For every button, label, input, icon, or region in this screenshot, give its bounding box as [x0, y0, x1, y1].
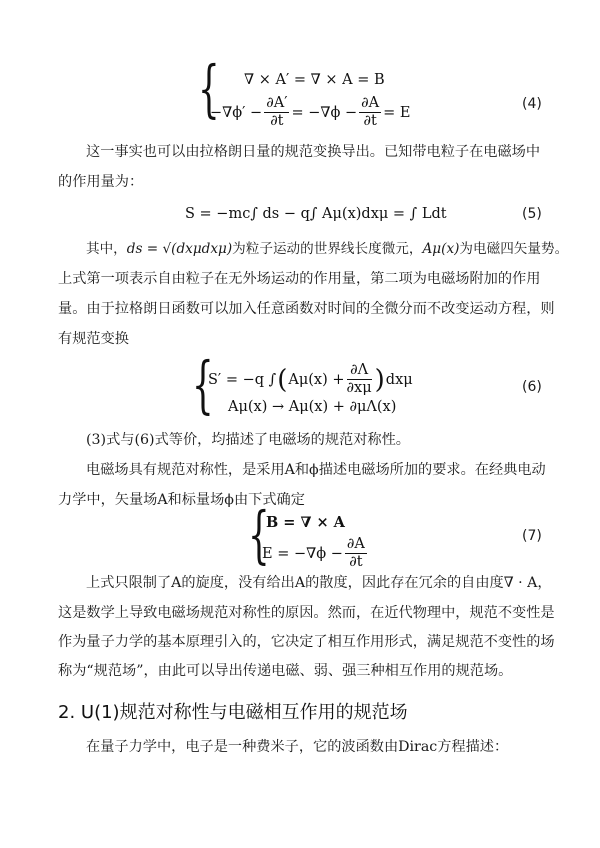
para6-line1: 在量子力学中，电子是一种费米子，它的波函数由Dirac方程描述： — [86, 739, 509, 755]
eq7-number: (7) — [522, 528, 542, 544]
eq4-line2-lhs: −∇ϕ′ − — [210, 104, 263, 121]
eq6-number: (6) — [522, 379, 542, 395]
para5-line1: 上式只限制了A的旋度，没有给出A的散度，因此存在冗余的自由度∇ · A， — [86, 575, 552, 591]
eq6-line1-c: dxμ — [385, 371, 413, 388]
para2-line3: 量。由于拉格朗日函数可以加入任意函数对时间的全微分而不改变运动方程，则 — [58, 301, 555, 317]
eq7-line2 — [262, 536, 369, 571]
eq4-line2-mid: = −∇ϕ − — [291, 104, 358, 121]
eq7-line1: B = ∇ × A — [266, 514, 345, 531]
eq4-frac2 — [359, 95, 381, 130]
para2-line1-c: 为电磁四矢量势。 — [459, 241, 569, 257]
para2-line1 — [86, 239, 568, 259]
para3-line1: (3)式与(6)式等价，均描述了电磁场的规范对称性。 — [86, 432, 410, 448]
eq4-number: (4) — [522, 96, 542, 112]
eq6-paren-open: ( — [277, 364, 288, 395]
eq4-frac1-den: ∂t — [270, 113, 284, 129]
eq4-frac1 — [264, 95, 289, 130]
para2-line1-b: 为粒子运动的世界线长度微元， — [232, 241, 423, 257]
eq6-frac — [347, 362, 372, 397]
para5-line2: 这是数学上导致电磁场规范对称性的原因。然而，在近代物理中，规范不变性是 — [58, 605, 555, 621]
para2-line1-a: 其中， — [86, 241, 127, 257]
eq6-brace: { — [192, 348, 214, 421]
eq4-frac1-num: ∂A′ — [266, 95, 288, 111]
eq4-frac2-den: ∂t — [363, 113, 377, 129]
para1-line1: 这一事实也可以由拉格朗日量的规范变换导出。已知带电粒子在电磁场中 — [86, 144, 541, 160]
eq6-line1 — [208, 362, 413, 397]
eq6-line1-a: S′ = −q ∫ — [208, 371, 277, 388]
eq4-brace: { — [198, 52, 220, 125]
eq7-brace: { — [248, 498, 270, 571]
eq6-line2: Aμ(x) → Aμ(x) + ∂μΛ(x) — [228, 399, 397, 415]
eq4-line2-rhs: = E — [383, 104, 411, 121]
para2-line2: 上式第一项表示自由粒子在无外场运动的作用量，第二项为电磁场附加的作用 — [58, 271, 541, 287]
eq4-line2 — [210, 95, 411, 130]
eq4-line1 — [244, 72, 385, 88]
eq7-frac — [345, 536, 367, 571]
eq6-paren-close: ) — [374, 364, 385, 395]
eq5-number: (5) — [522, 206, 542, 222]
eq7-frac-den: ∂t — [349, 554, 363, 570]
para4-line1: 电磁场具有规范对称性，是采用A和ϕ描述电磁场所加的要求。在经典电动 — [86, 462, 546, 478]
para2-line1-math2: Aμ(x) — [422, 241, 460, 257]
eq7-frac-num: ∂A — [346, 536, 365, 552]
eq5-text: S = −mc∫ ds − q∫ Aμ(x)dxμ = ∫ Ldt — [185, 206, 447, 222]
eq4-line1-text: ∇ × A′ = ∇ × A = B — [244, 72, 385, 88]
eq6-frac-den: ∂xμ — [346, 380, 372, 396]
para4-line2: 力学中，矢量场A和标量场ϕ由下式确定 — [58, 492, 305, 508]
para1-line2: 的作用量为： — [58, 174, 144, 190]
eq7-line2-a: E = −∇ϕ − — [262, 545, 343, 562]
eq6-frac-num: ∂Λ — [347, 362, 372, 380]
eq4-frac2-num: ∂A — [361, 95, 380, 111]
para5-line3: 作为量子力学的基本原理引入的，它决定了相互作用形式，满足规范不变性的场 — [58, 634, 555, 650]
section-2-heading: 2. U(1)规范对称性与电磁相互作用的规范场 — [58, 702, 408, 723]
eq6-line1-b: Aμ(x) + — [288, 371, 345, 388]
para2-line1-math: ds = √(dxμdxμ) — [126, 241, 233, 257]
para5-line4: 称为“规范场”，由此可以导出传递电磁、弱、强三种相互作用的规范场。 — [58, 663, 513, 679]
para2-line4: 有规范变换 — [58, 331, 129, 347]
